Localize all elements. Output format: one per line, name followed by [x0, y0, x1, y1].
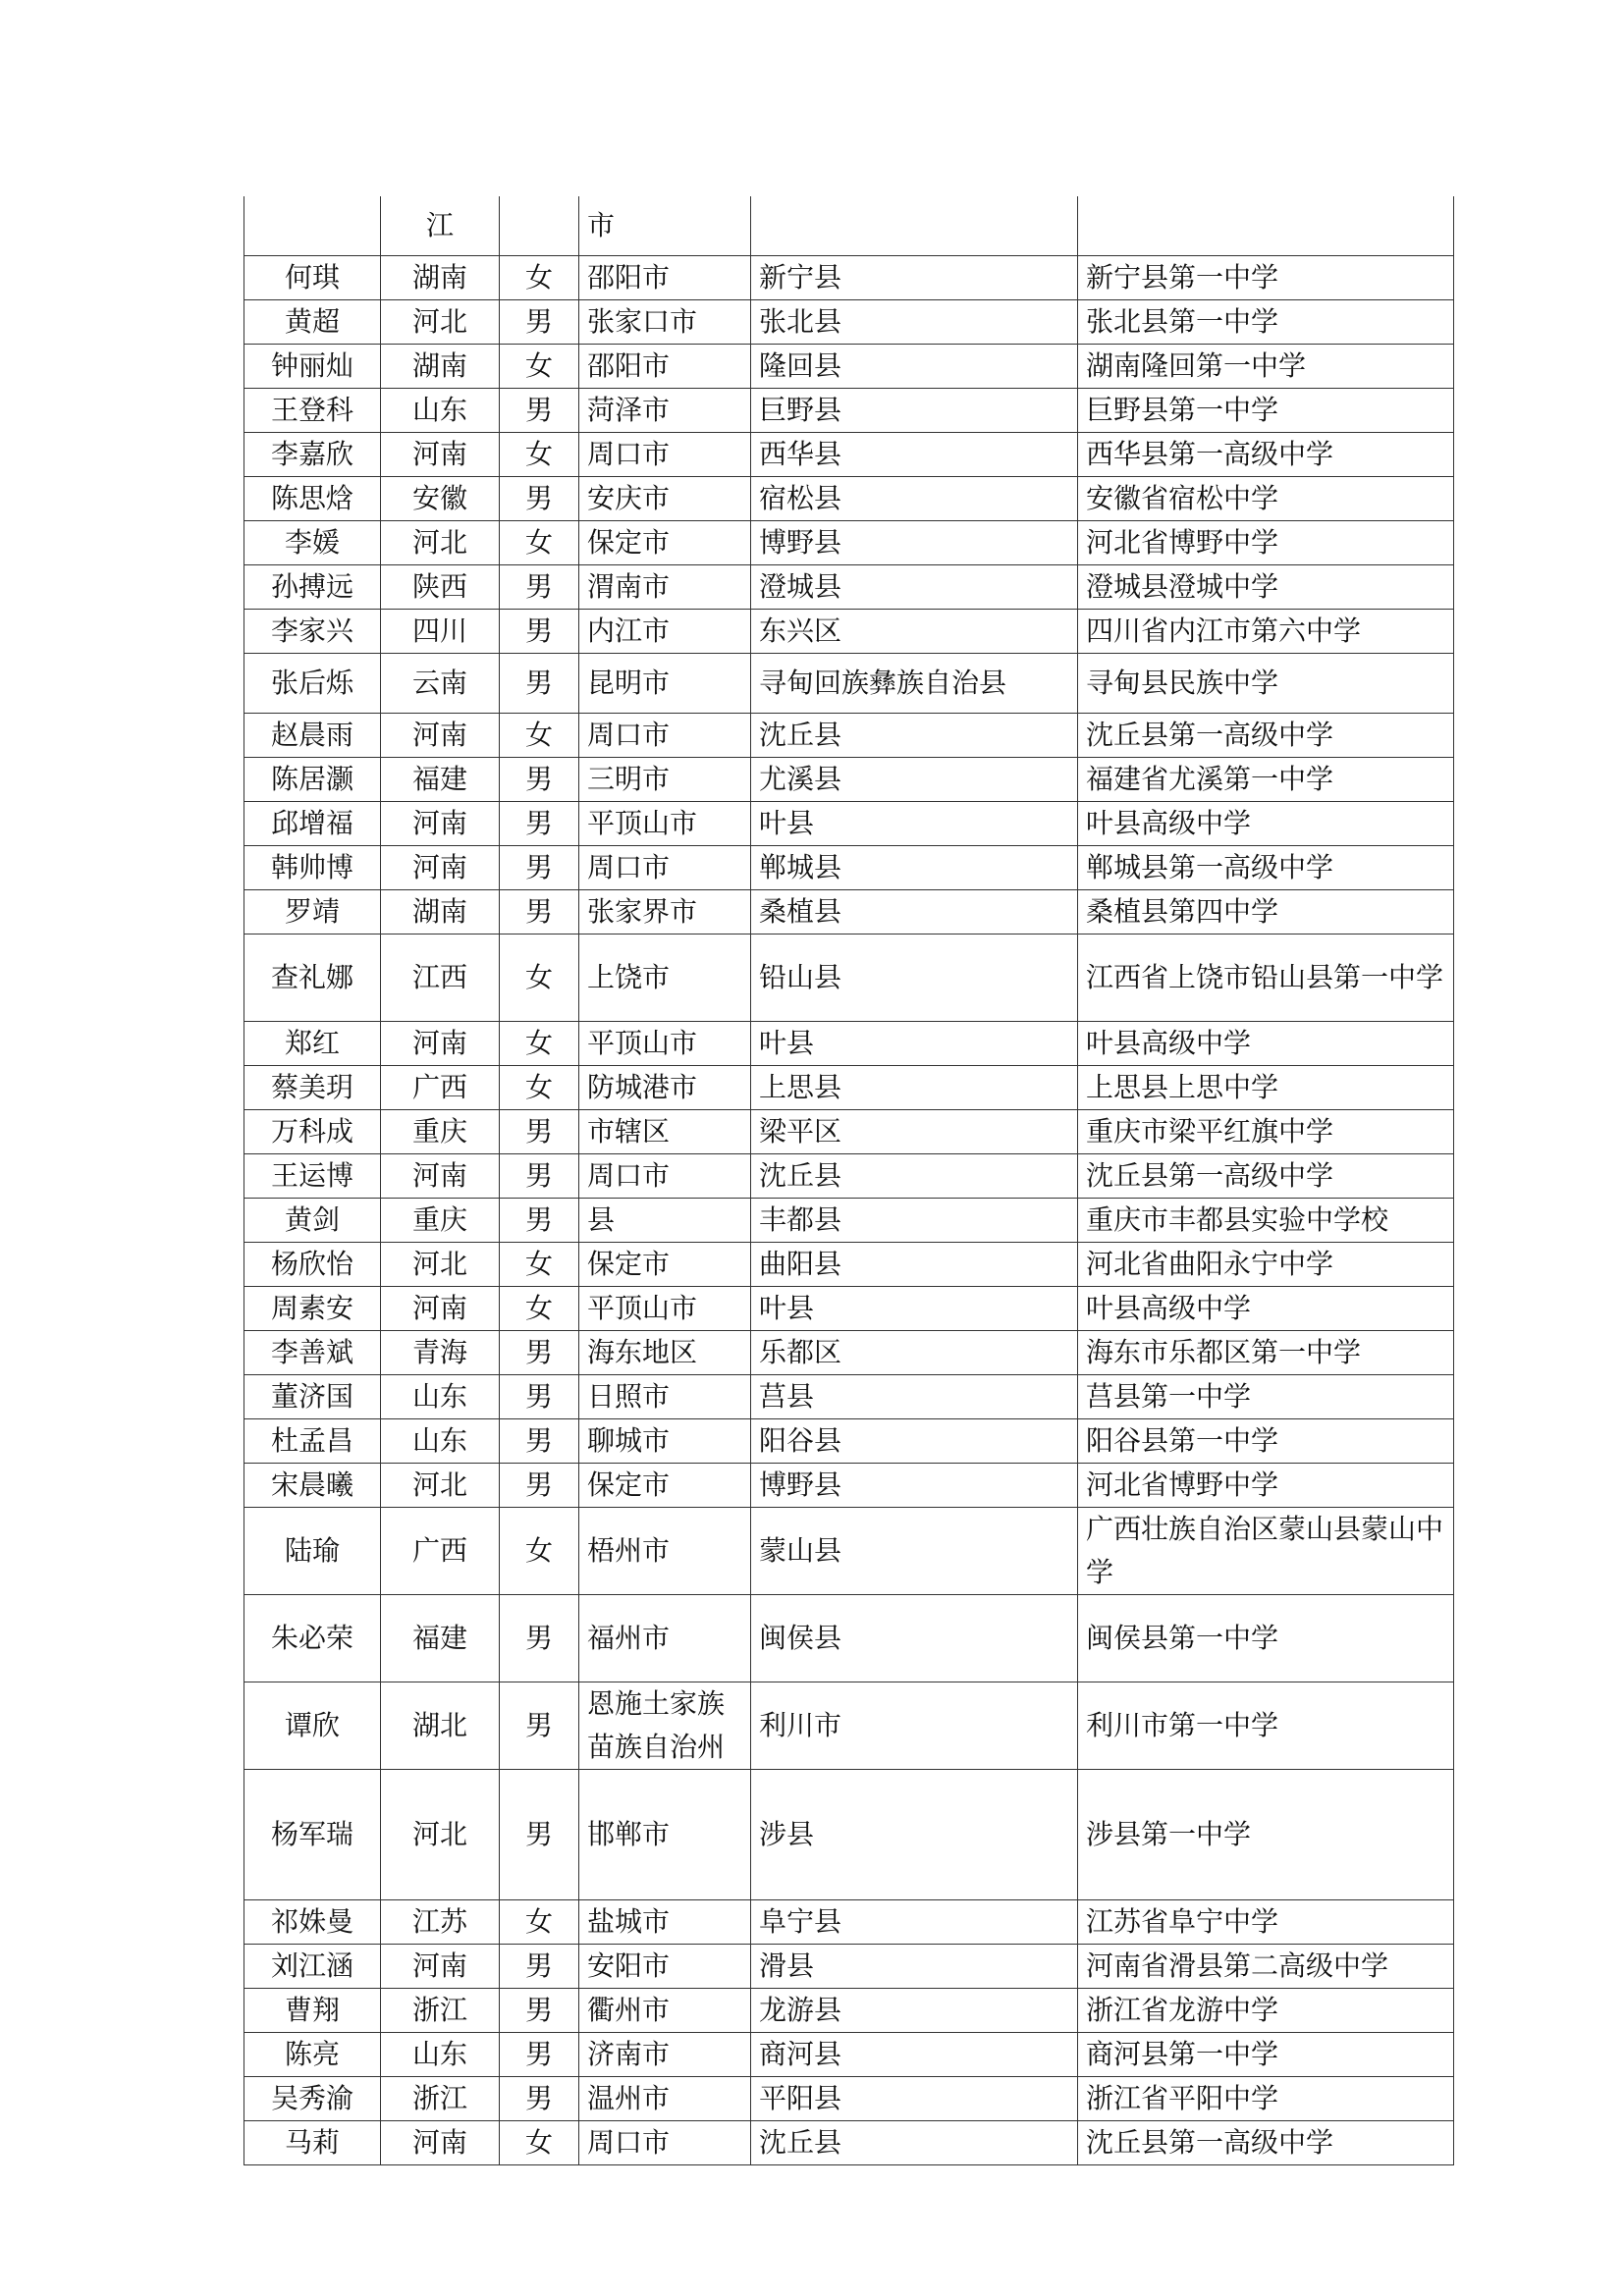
table-row: [244, 565, 1454, 610]
cell-city: 温州市: [579, 2077, 751, 2121]
cell-school: 叶县高级中学: [1078, 1287, 1454, 1331]
cell-name: 曹翔: [244, 1989, 381, 2033]
table-row: [244, 389, 1454, 433]
table-row: [244, 714, 1454, 758]
table-row: [244, 196, 1454, 256]
cell-gender: 男: [500, 1331, 579, 1375]
cell-school: 海东市乐都区第一中学: [1078, 1331, 1454, 1375]
cell-name: 陆瑜: [244, 1508, 381, 1595]
cell-province: 河南: [381, 1154, 500, 1199]
table-row: [244, 802, 1454, 846]
cell-city: 济南市: [579, 2033, 751, 2077]
cell-city: 平顶山市: [579, 1022, 751, 1066]
cell-county: 上思县: [751, 1066, 1078, 1110]
cell-province: 广西: [381, 1508, 500, 1595]
cell-city: 周口市: [579, 2121, 751, 2165]
cell-name: 王登科: [244, 389, 381, 433]
cell-name: 杨欣怡: [244, 1243, 381, 1287]
cell-gender: 男: [500, 802, 579, 846]
cell-county: 东兴区: [751, 610, 1078, 654]
table-row: [244, 2033, 1454, 2077]
cell-province: 河南: [381, 802, 500, 846]
cell-name: 王运博: [244, 1154, 381, 1199]
cell-county: 利川市: [751, 1682, 1078, 1770]
cell-province: 河南: [381, 1287, 500, 1331]
table-row: [244, 1419, 1454, 1464]
cell-gender: 女: [500, 1243, 579, 1287]
cell-city: 海东地区: [579, 1331, 751, 1375]
cell-county: 寻甸回族彝族自治县: [751, 654, 1078, 714]
table-row: [244, 256, 1454, 300]
table-row: [244, 521, 1454, 565]
table-row: [244, 1989, 1454, 2033]
cell-city: 周口市: [579, 433, 751, 477]
cell-county: 阳谷县: [751, 1419, 1078, 1464]
table-row: [244, 1110, 1454, 1154]
cell-gender: 男: [500, 1375, 579, 1419]
cell-gender: 男: [500, 890, 579, 934]
cell-city: 聊城市: [579, 1419, 751, 1464]
cell-county: 平阳县: [751, 2077, 1078, 2121]
cell-name: 张后烁: [244, 654, 381, 714]
table-row: [244, 2077, 1454, 2121]
cell-school: 重庆市梁平红旗中学: [1078, 1110, 1454, 1154]
cell-city: 保定市: [579, 1464, 751, 1508]
cell-city: 昆明市: [579, 654, 751, 714]
cell-province: 安徽: [381, 477, 500, 521]
cell-county: 莒县: [751, 1375, 1078, 1419]
cell-province: 河南: [381, 846, 500, 890]
cell-province: 山东: [381, 1375, 500, 1419]
cell-school: 浙江省平阳中学: [1078, 2077, 1454, 2121]
cell-province: 山东: [381, 389, 500, 433]
cell-name: 万科成: [244, 1110, 381, 1154]
cell-gender: 男: [500, 1154, 579, 1199]
table-row: [244, 654, 1454, 714]
cell-county: 张北县: [751, 300, 1078, 345]
cell-gender: 男: [500, 1110, 579, 1154]
cell-name: 宋晨曦: [244, 1464, 381, 1508]
cell-school: 叶县高级中学: [1078, 1022, 1454, 1066]
cell-gender: 女: [500, 1900, 579, 1945]
cell-province: 河北: [381, 521, 500, 565]
cell-county: 沈丘县: [751, 714, 1078, 758]
cell-gender: 女: [500, 2121, 579, 2165]
cell-gender: 女: [500, 1287, 579, 1331]
cell-name: 何琪: [244, 256, 381, 300]
cell-name: 杨军瑞: [244, 1770, 381, 1900]
cell-county: 商河县: [751, 2033, 1078, 2077]
cell-school: 西华县第一高级中学: [1078, 433, 1454, 477]
table-row: [244, 300, 1454, 345]
cell-city: 盐城市: [579, 1900, 751, 1945]
cell-province: 江: [381, 196, 500, 256]
table-row: [244, 1243, 1454, 1287]
cell-county: [751, 196, 1078, 256]
cell-gender: 男: [500, 758, 579, 802]
cell-county: 滑县: [751, 1945, 1078, 1989]
cell-school: 巨野县第一中学: [1078, 389, 1454, 433]
cell-gender: 男: [500, 389, 579, 433]
cell-county: 梁平区: [751, 1110, 1078, 1154]
cell-city: 衢州市: [579, 1989, 751, 2033]
cell-gender: 男: [500, 2077, 579, 2121]
cell-province: 河南: [381, 714, 500, 758]
cell-name: 刘江涵: [244, 1945, 381, 1989]
cell-school: 河北省博野中学: [1078, 1464, 1454, 1508]
cell-name: 罗靖: [244, 890, 381, 934]
cell-city: 安阳市: [579, 1945, 751, 1989]
cell-school: 沈丘县第一高级中学: [1078, 2121, 1454, 2165]
cell-county: 郸城县: [751, 846, 1078, 890]
cell-city: 上饶市: [579, 934, 751, 1022]
cell-county: 澄城县: [751, 565, 1078, 610]
cell-name: 陈居灏: [244, 758, 381, 802]
table-row: [244, 1682, 1454, 1770]
cell-gender: 男: [500, 477, 579, 521]
cell-city: 县: [579, 1199, 751, 1243]
cell-city: 市: [579, 196, 751, 256]
table-row: [244, 934, 1454, 1022]
cell-school: 河北省曲阳永宁中学: [1078, 1243, 1454, 1287]
cell-province: 云南: [381, 654, 500, 714]
cell-city: 梧州市: [579, 1508, 751, 1595]
cell-school: 桑植县第四中学: [1078, 890, 1454, 934]
cell-name: 祁姝曼: [244, 1900, 381, 1945]
student-roster-table: [244, 196, 1454, 2165]
cell-name: 李善斌: [244, 1331, 381, 1375]
table-row: [244, 1900, 1454, 1945]
cell-gender: 男: [500, 565, 579, 610]
cell-name: 查礼娜: [244, 934, 381, 1022]
cell-gender: 男: [500, 1199, 579, 1243]
cell-school: 浙江省龙游中学: [1078, 1989, 1454, 2033]
cell-city: 周口市: [579, 1154, 751, 1199]
cell-city: 周口市: [579, 846, 751, 890]
cell-name: 钟丽灿: [244, 345, 381, 389]
cell-school: 寻甸县民族中学: [1078, 654, 1454, 714]
cell-school: 张北县第一中学: [1078, 300, 1454, 345]
cell-name: 蔡美玥: [244, 1066, 381, 1110]
cell-name: 朱必荣: [244, 1595, 381, 1682]
cell-school: 上思县上思中学: [1078, 1066, 1454, 1110]
cell-province: 陕西: [381, 565, 500, 610]
cell-school: 澄城县澄城中学: [1078, 565, 1454, 610]
cell-school: 闽侯县第一中学: [1078, 1595, 1454, 1682]
cell-county: 乐都区: [751, 1331, 1078, 1375]
cell-gender: [500, 196, 579, 256]
table-row: [244, 1199, 1454, 1243]
cell-school: 沈丘县第一高级中学: [1078, 714, 1454, 758]
cell-gender: 男: [500, 1989, 579, 2033]
table-row: [244, 433, 1454, 477]
cell-name: 谭欣: [244, 1682, 381, 1770]
cell-school: 莒县第一中学: [1078, 1375, 1454, 1419]
cell-gender: 女: [500, 1022, 579, 1066]
cell-gender: 男: [500, 1419, 579, 1464]
cell-county: 沈丘县: [751, 2121, 1078, 2165]
cell-gender: 女: [500, 934, 579, 1022]
cell-county: 宿松县: [751, 477, 1078, 521]
cell-school: 利川市第一中学: [1078, 1682, 1454, 1770]
cell-name: 黄剑: [244, 1199, 381, 1243]
cell-name: 韩帅博: [244, 846, 381, 890]
cell-gender: 女: [500, 433, 579, 477]
table-row: [244, 1770, 1454, 1900]
cell-school: 重庆市丰都县实验中学校: [1078, 1199, 1454, 1243]
table-row: [244, 2121, 1454, 2165]
table-row: [244, 1508, 1454, 1595]
cell-name: 周素安: [244, 1287, 381, 1331]
cell-city: 张家界市: [579, 890, 751, 934]
cell-name: [244, 196, 381, 256]
cell-city: 三明市: [579, 758, 751, 802]
cell-province: 湖南: [381, 890, 500, 934]
cell-name: 董济国: [244, 1375, 381, 1419]
cell-county: 叶县: [751, 802, 1078, 846]
cell-city: 周口市: [579, 714, 751, 758]
cell-gender: 男: [500, 1945, 579, 1989]
cell-city: 平顶山市: [579, 1287, 751, 1331]
cell-school: 江西省上饶市铅山县第一中学: [1078, 934, 1454, 1022]
cell-city: 保定市: [579, 521, 751, 565]
cell-county: 涉县: [751, 1770, 1078, 1900]
cell-province: 河北: [381, 300, 500, 345]
cell-name: 马莉: [244, 2121, 381, 2165]
cell-name: 吴秀渝: [244, 2077, 381, 2121]
cell-gender: 男: [500, 846, 579, 890]
cell-county: 新宁县: [751, 256, 1078, 300]
cell-city: 菏泽市: [579, 389, 751, 433]
cell-province: 河南: [381, 433, 500, 477]
cell-county: 叶县: [751, 1287, 1078, 1331]
cell-school: 江苏省阜宁中学: [1078, 1900, 1454, 1945]
cell-gender: 男: [500, 1464, 579, 1508]
cell-province: 山东: [381, 1419, 500, 1464]
cell-province: 重庆: [381, 1110, 500, 1154]
cell-school: 商河县第一中学: [1078, 2033, 1454, 2077]
cell-school: 福建省尤溪第一中学: [1078, 758, 1454, 802]
cell-province: 江苏: [381, 1900, 500, 1945]
cell-city: 平顶山市: [579, 802, 751, 846]
cell-school: 河南省滑县第二高级中学: [1078, 1945, 1454, 1989]
cell-province: 山东: [381, 2033, 500, 2077]
cell-gender: 男: [500, 300, 579, 345]
cell-name: 杜孟昌: [244, 1419, 381, 1464]
cell-city: 邯郸市: [579, 1770, 751, 1900]
cell-school: [1078, 196, 1454, 256]
cell-province: 浙江: [381, 1989, 500, 2033]
cell-city: 日照市: [579, 1375, 751, 1419]
cell-province: 河北: [381, 1243, 500, 1287]
cell-county: 沈丘县: [751, 1154, 1078, 1199]
cell-county: 蒙山县: [751, 1508, 1078, 1595]
table-row: [244, 758, 1454, 802]
cell-city: 邵阳市: [579, 256, 751, 300]
cell-city: 防城港市: [579, 1066, 751, 1110]
cell-city: 张家口市: [579, 300, 751, 345]
cell-gender: 男: [500, 1770, 579, 1900]
cell-province: 河南: [381, 2121, 500, 2165]
cell-province: 湖北: [381, 1682, 500, 1770]
cell-province: 广西: [381, 1066, 500, 1110]
cell-name: 陈亮: [244, 2033, 381, 2077]
cell-province: 河南: [381, 1022, 500, 1066]
cell-county: 西华县: [751, 433, 1078, 477]
cell-city: 保定市: [579, 1243, 751, 1287]
cell-province: 河南: [381, 1945, 500, 1989]
cell-city: 渭南市: [579, 565, 751, 610]
table-row: [244, 1595, 1454, 1682]
cell-county: 叶县: [751, 1022, 1078, 1066]
table-row: [244, 1154, 1454, 1199]
table-row: [244, 1464, 1454, 1508]
cell-school: 郸城县第一高级中学: [1078, 846, 1454, 890]
cell-school: 涉县第一中学: [1078, 1770, 1454, 1900]
cell-county: 巨野县: [751, 389, 1078, 433]
table-row: [244, 1945, 1454, 1989]
cell-school: 四川省内江市第六中学: [1078, 610, 1454, 654]
cell-gender: 男: [500, 1682, 579, 1770]
table-row: [244, 1287, 1454, 1331]
table-row: [244, 477, 1454, 521]
cell-county: 隆回县: [751, 345, 1078, 389]
cell-province: 福建: [381, 1595, 500, 1682]
cell-county: 尤溪县: [751, 758, 1078, 802]
cell-gender: 女: [500, 1508, 579, 1595]
cell-province: 浙江: [381, 2077, 500, 2121]
cell-school: 叶县高级中学: [1078, 802, 1454, 846]
cell-name: 郑红: [244, 1022, 381, 1066]
cell-county: 丰都县: [751, 1199, 1078, 1243]
cell-county: 桑植县: [751, 890, 1078, 934]
cell-province: 青海: [381, 1331, 500, 1375]
cell-city: 安庆市: [579, 477, 751, 521]
table-row: [244, 846, 1454, 890]
cell-name: 李家兴: [244, 610, 381, 654]
table-row: [244, 1022, 1454, 1066]
cell-province: 河北: [381, 1770, 500, 1900]
cell-county: 曲阳县: [751, 1243, 1078, 1287]
table-row: [244, 1331, 1454, 1375]
cell-gender: 女: [500, 345, 579, 389]
table-row: [244, 610, 1454, 654]
cell-school: 河北省博野中学: [1078, 521, 1454, 565]
cell-gender: 女: [500, 714, 579, 758]
cell-city: 邵阳市: [579, 345, 751, 389]
table-row: [244, 345, 1454, 389]
cell-province: 四川: [381, 610, 500, 654]
cell-school: 阳谷县第一中学: [1078, 1419, 1454, 1464]
cell-city: 福州市: [579, 1595, 751, 1682]
cell-name: 李媛: [244, 521, 381, 565]
cell-gender: 男: [500, 1595, 579, 1682]
cell-gender: 男: [500, 2033, 579, 2077]
cell-school: 湖南隆回第一中学: [1078, 345, 1454, 389]
cell-province: 湖南: [381, 256, 500, 300]
cell-county: 铅山县: [751, 934, 1078, 1022]
cell-province: 湖南: [381, 345, 500, 389]
cell-name: 陈思焓: [244, 477, 381, 521]
cell-province: 河北: [381, 1464, 500, 1508]
roster-body: [244, 196, 1454, 2165]
cell-city: 市辖区: [579, 1110, 751, 1154]
cell-gender: 男: [500, 610, 579, 654]
cell-county: 龙游县: [751, 1989, 1078, 2033]
cell-county: 博野县: [751, 521, 1078, 565]
table-row: [244, 890, 1454, 934]
cell-name: 赵晨雨: [244, 714, 381, 758]
table-row: [244, 1375, 1454, 1419]
table-row: [244, 1066, 1454, 1110]
cell-name: 黄超: [244, 300, 381, 345]
cell-school: 沈丘县第一高级中学: [1078, 1154, 1454, 1199]
cell-county: 博野县: [751, 1464, 1078, 1508]
cell-province: 福建: [381, 758, 500, 802]
cell-county: 闽侯县: [751, 1595, 1078, 1682]
cell-city: 恩施土家族苗族自治州: [579, 1682, 751, 1770]
cell-gender: 女: [500, 256, 579, 300]
cell-name: 李嘉欣: [244, 433, 381, 477]
cell-county: 阜宁县: [751, 1900, 1078, 1945]
cell-province: 江西: [381, 934, 500, 1022]
cell-school: 广西壮族自治区蒙山县蒙山中学: [1078, 1508, 1454, 1595]
cell-gender: 男: [500, 654, 579, 714]
cell-name: 邱增福: [244, 802, 381, 846]
cell-school: 安徽省宿松中学: [1078, 477, 1454, 521]
cell-province: 重庆: [381, 1199, 500, 1243]
cell-gender: 女: [500, 1066, 579, 1110]
cell-name: 孙搏远: [244, 565, 381, 610]
cell-school: 新宁县第一中学: [1078, 256, 1454, 300]
cell-city: 内江市: [579, 610, 751, 654]
cell-gender: 女: [500, 521, 579, 565]
